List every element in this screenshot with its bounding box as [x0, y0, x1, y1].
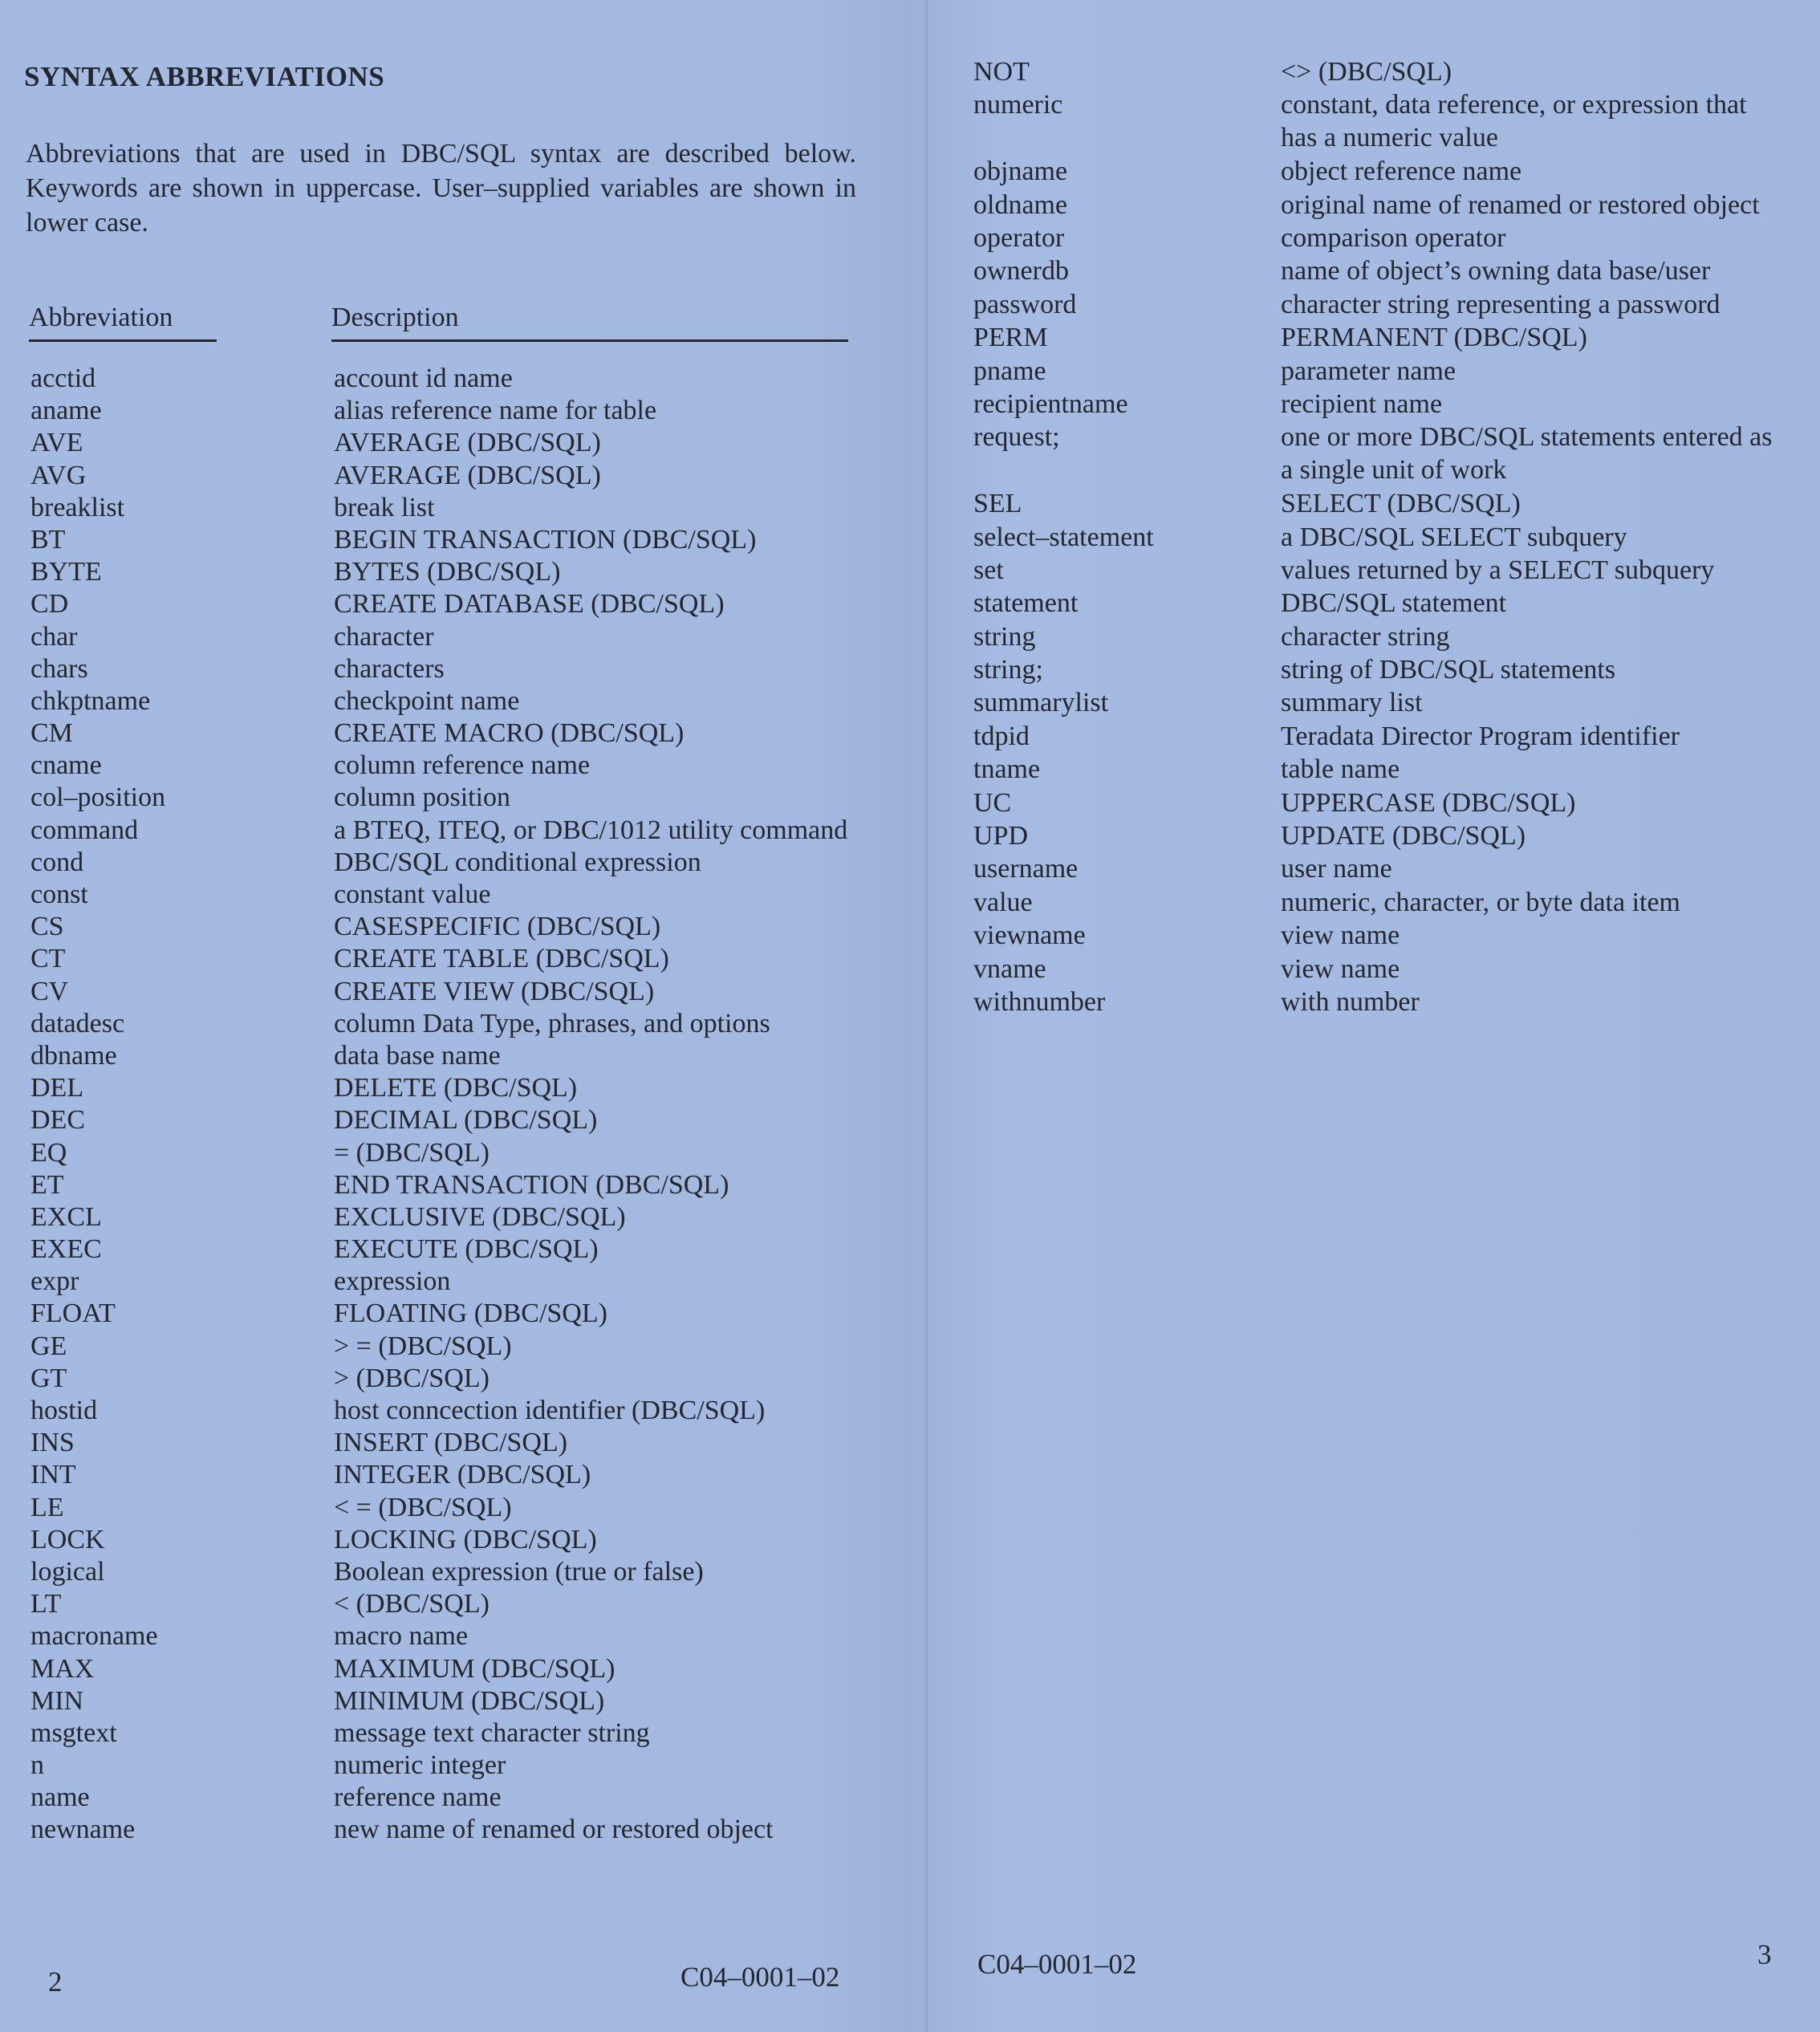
abbreviation-description: DBC/SQL statement: [1281, 588, 1507, 619]
abbreviation-description: comparison operator: [1281, 222, 1506, 253]
abbreviation-description: Teradata Director Program identifier: [1281, 721, 1680, 751]
abbreviation-term: objname: [973, 156, 1068, 187]
abbreviation-description: constant value: [334, 880, 491, 909]
abbreviation-description: with number: [1281, 986, 1420, 1017]
abbreviation-term: hostid: [30, 1396, 98, 1425]
abbreviation-row: [0, 1169, 924, 1201]
abbreviation-description: character: [334, 621, 434, 652]
abbreviation-row: [0, 621, 924, 653]
abbreviation-row: [0, 782, 924, 814]
abbreviation-description: MAXIMUM (DBC/SQL): [334, 1653, 615, 1684]
abbreviation-term: INT: [30, 1460, 76, 1490]
abbreviation-description: > (DBC/SQL): [334, 1363, 490, 1393]
abbreviation-term: set: [973, 555, 1004, 585]
abbreviation-description: user name: [1281, 854, 1392, 884]
abbreviation-term: SEL: [973, 489, 1022, 519]
abbreviation-term: pname: [973, 356, 1046, 386]
abbreviation-term: AVG: [30, 460, 87, 490]
abbreviation-term: expr: [30, 1266, 79, 1297]
abbreviation-description: UPDATE (DBC/SQL): [1281, 821, 1526, 851]
abbreviation-row: [0, 427, 924, 459]
abbreviation-term: ownerdb: [973, 256, 1069, 287]
abbreviation-row: [929, 587, 1820, 620]
abbreviation-term: UPD: [973, 821, 1029, 851]
abbreviation-row: [0, 1653, 924, 1685]
abbreviation-description: SELECT (DBC/SQL): [1281, 489, 1521, 519]
abbreviation-term: summarylist: [973, 688, 1109, 718]
abbreviation-term: chars: [30, 653, 88, 684]
abbreviation-description: numeric integer: [334, 1750, 506, 1781]
abbreviation-row: [0, 588, 924, 620]
abbreviation-row: [0, 1331, 924, 1363]
abbreviation-term: cond: [30, 847, 84, 877]
abbreviation-term: EQ: [30, 1137, 67, 1168]
abbreviation-description: alias reference name for table: [334, 396, 657, 426]
abbreviation-description: DBC/SQL conditional expression: [334, 847, 701, 877]
abbreviation-term: macroname: [30, 1621, 158, 1652]
abbreviation-term: CT: [30, 944, 66, 974]
abbreviation-row: [0, 1395, 924, 1427]
abbreviation-description: EXECUTE (DBC/SQL): [334, 1234, 599, 1265]
abbreviation-description: message text character string: [334, 1717, 650, 1748]
abbreviation-row: [0, 750, 924, 782]
abbreviation-term: EXEC: [30, 1234, 102, 1265]
abbreviation-term: operator: [973, 222, 1065, 253]
abbreviation-row: [0, 524, 924, 556]
abbreviation-row: [0, 1201, 924, 1233]
abbreviation-row: [0, 1524, 924, 1556]
abbreviation-description: DELETE (DBC/SQL): [334, 1073, 578, 1103]
abbreviation-row: [0, 1782, 924, 1814]
abbreviation-term: username: [973, 854, 1079, 884]
abbreviation-row: [0, 1814, 924, 1846]
abbreviation-term: logical: [30, 1556, 105, 1587]
abbreviation-row: [929, 356, 1820, 388]
abbreviation-row: [0, 1008, 924, 1040]
abbreviation-description: INSERT (DBC/SQL): [334, 1428, 568, 1458]
abbreviation-term: tname: [973, 754, 1041, 785]
abbreviation-row: [0, 847, 924, 879]
abbreviation-term: CV: [30, 976, 69, 1006]
abbreviation-row: [0, 460, 924, 492]
section-heading: SYNTAX ABBREVIATIONS: [24, 61, 385, 92]
abbreviation-row: [0, 653, 924, 685]
abbreviation-term: dbname: [30, 1040, 117, 1071]
abbreviation-description: CREATE VIEW (DBC/SQL): [334, 976, 655, 1006]
abbreviation-description: = (DBC/SQL): [334, 1137, 490, 1168]
abbreviation-description: DECIMAL (DBC/SQL): [334, 1105, 598, 1136]
abbreviation-row: [0, 1588, 924, 1620]
abbreviation-term: MAX: [30, 1653, 95, 1684]
abbreviation-row: [929, 289, 1820, 322]
abbreviation-row: [0, 717, 924, 750]
abbreviation-description: recipient name: [1281, 388, 1443, 419]
abbreviation-term: string: [973, 621, 1036, 652]
abbreviation-description: FLOATING (DBC/SQL): [334, 1298, 607, 1329]
abbreviation-term: EXCL: [30, 1201, 102, 1232]
abbreviation-row: [929, 388, 1820, 421]
abbreviation-term: chkptname: [30, 685, 151, 716]
abbreviation-description: < (DBC/SQL): [334, 1589, 490, 1620]
abbreviation-row: [0, 1427, 924, 1459]
abbreviation-term: acctid: [30, 364, 96, 393]
abbreviation-description: BYTES (DBC/SQL): [334, 557, 561, 587]
abbreviation-description: numeric, character, or byte data item: [1281, 887, 1680, 917]
abbreviation-description: CREATE DATABASE (DBC/SQL): [334, 589, 725, 620]
abbreviation-description: original name of renamed or restored object: [1281, 189, 1760, 220]
abbreviation-term: vname: [973, 953, 1046, 984]
abbreviation-description: CREATE MACRO (DBC/SQL): [334, 718, 685, 749]
abbreviation-description: account id name: [334, 364, 513, 393]
abbreviation-description: summary list: [1281, 688, 1423, 718]
abbreviation-term: msgtext: [30, 1717, 117, 1748]
abbreviation-description-continued: has a numeric value: [1281, 123, 1498, 153]
abbreviation-row: [929, 156, 1820, 189]
abbreviation-description: expression: [334, 1266, 451, 1297]
abbreviation-term: UC: [973, 787, 1012, 818]
abbreviation-term: DEL: [30, 1073, 84, 1103]
abbreviation-description: > = (DBC/SQL): [334, 1331, 512, 1361]
abbreviation-description: view name: [1281, 920, 1400, 951]
abbreviation-row: [0, 1685, 924, 1717]
abbreviation-row: [0, 1459, 924, 1491]
abbreviation-description: <> (DBC/SQL): [1281, 57, 1452, 87]
abbreviation-row: [0, 1750, 924, 1782]
abbreviation-description: BEGIN TRANSACTION (DBC/SQL): [334, 524, 757, 555]
abbreviation-row: [0, 363, 924, 395]
abbreviation-description: character string representing a password: [1281, 289, 1720, 319]
abbreviation-description: column position: [334, 782, 511, 813]
abbreviation-description: host conncection identifier (DBC/SQL): [334, 1396, 766, 1425]
abbreviation-description: character string: [1281, 621, 1450, 652]
abbreviation-description: break list: [334, 492, 435, 522]
intro-paragraph: Abbreviations that are used in DBC/SQL syntax are described below. Keywords are shown in uppercase. User–supplied variables are shown in lower case.: [26, 139, 856, 238]
abbreviation-description: < = (DBC/SQL): [334, 1492, 512, 1522]
abbreviation-row: [0, 1104, 924, 1136]
abbreviation-term: INS: [30, 1428, 75, 1458]
abbreviation-description: AVERAGE (DBC/SQL): [334, 460, 601, 490]
abbreviation-term: CM: [30, 718, 73, 749]
abbreviation-row: [0, 1717, 924, 1750]
right-page: [929, 0, 1820, 2032]
abbreviation-row: [0, 395, 924, 427]
document-code: C04–0001–02: [977, 1949, 1137, 1980]
abbreviation-row: [929, 953, 1820, 986]
abbreviation-row: [0, 1492, 924, 1524]
abbreviation-term: newname: [30, 1815, 136, 1845]
abbreviation-description: EXCLUSIVE (DBC/SQL): [334, 1201, 626, 1232]
abbreviation-term: password: [973, 289, 1077, 319]
abbreviation-row: [929, 687, 1820, 720]
abbreviation-term: LT: [30, 1589, 62, 1620]
abbreviation-term: col–position: [30, 782, 166, 813]
abbreviation-row: [929, 820, 1820, 853]
abbreviation-description: data base name: [334, 1040, 501, 1071]
abbreviation-row: [0, 1266, 924, 1298]
abbreviation-term: BT: [30, 524, 66, 555]
abbreviation-description: characters: [334, 653, 445, 684]
abbreviation-description: MINIMUM (DBC/SQL): [334, 1685, 605, 1716]
abbreviation-term: viewname: [973, 920, 1086, 951]
abbreviation-description: new name of renamed or restored object: [334, 1815, 774, 1845]
abbreviation-term: GT: [30, 1363, 67, 1393]
abbreviation-term: ET: [30, 1169, 64, 1200]
abbreviation-row: [929, 621, 1820, 654]
abbreviation-term: LE: [30, 1492, 64, 1522]
abbreviation-description: column reference name: [334, 750, 591, 781]
abbreviation-description: INTEGER (DBC/SQL): [334, 1460, 591, 1490]
abbreviation-term: datadesc: [30, 1008, 125, 1038]
abbreviation-description: parameter name: [1281, 356, 1456, 386]
abbreviation-term: FLOAT: [30, 1298, 116, 1329]
abbreviation-term: string;: [973, 655, 1043, 685]
abbreviation-row: [0, 1072, 924, 1104]
abbreviation-term: recipientname: [973, 388, 1128, 419]
abbreviation-row: [0, 492, 924, 524]
abbreviation-description: checkpoint name: [334, 685, 520, 716]
abbreviation-description: view name: [1281, 953, 1400, 984]
abbreviation-term: cname: [30, 750, 102, 781]
abbreviation-description: Boolean expression (true or false): [334, 1556, 704, 1587]
abbreviation-description: object reference name: [1281, 156, 1522, 187]
abbreviation-term: command: [30, 815, 139, 845]
abbreviation-description: string of DBC/SQL statements: [1281, 655, 1616, 685]
abbreviation-term: NOT: [973, 57, 1030, 87]
abbreviation-term: select–statement: [973, 522, 1154, 552]
abbreviation-row: [929, 255, 1820, 288]
abbreviation-row: [0, 685, 924, 717]
abbreviation-row: [929, 986, 1820, 1019]
abbreviation-row: [0, 1556, 924, 1588]
abbreviation-term: const: [30, 880, 88, 909]
abbreviation-term: withnumber: [973, 986, 1106, 1017]
abbreviation-term: n: [30, 1750, 44, 1781]
abbreviation-description: UPPERCASE (DBC/SQL): [1281, 787, 1576, 818]
abbreviation-term: BYTE: [30, 557, 102, 587]
abbreviation-term: request;: [973, 422, 1060, 453]
abbreviation-row: [929, 853, 1820, 886]
abbreviation-description: a BTEQ, ITEQ, or DBC/1012 utility command: [334, 815, 848, 845]
abbreviation-row: [0, 943, 924, 975]
abbreviation-row: [0, 1040, 924, 1072]
abbreviation-row: [0, 1620, 924, 1652]
document-code: C04–0001–02: [680, 1961, 840, 1993]
abbreviation-row: [0, 879, 924, 911]
abbreviation-description: name of object’s owning data base/user: [1281, 256, 1711, 287]
abbreviation-row: [929, 222, 1820, 255]
abbreviation-row: [929, 555, 1820, 587]
abbreviation-row: [0, 1363, 924, 1395]
abbreviation-term: tdpid: [973, 721, 1030, 751]
abbreviation-row: [929, 654, 1820, 687]
abbreviation-term: DEC: [30, 1105, 85, 1136]
abbreviation-description: one or more DBC/SQL statements entered as: [1281, 422, 1773, 453]
abbreviation-description: table name: [1281, 754, 1400, 785]
abbreviation-term: name: [30, 1782, 90, 1813]
abbreviation-description: values returned by a SELECT subquery: [1281, 555, 1715, 585]
abbreviation-term: PERM: [973, 323, 1048, 353]
abbreviation-description: END TRANSACTION (DBC/SQL): [334, 1169, 729, 1200]
abbreviation-description: CREATE TABLE (DBC/SQL): [334, 944, 669, 974]
page-number: 2: [48, 1966, 63, 1997]
abbreviation-row: [929, 754, 1820, 786]
abbreviation-term: AVE: [30, 428, 83, 458]
abbreviation-term: char: [30, 621, 78, 652]
abbreviation-row: [929, 887, 1820, 920]
abbreviation-row: [929, 89, 1820, 156]
abbreviation-row: [929, 189, 1820, 222]
abbreviation-row: [0, 815, 924, 847]
abbreviation-description: CASESPECIFIC (DBC/SQL): [334, 912, 661, 942]
abbreviation-row: [0, 911, 924, 943]
abbreviation-row: [0, 556, 924, 588]
abbreviation-row: [0, 1233, 924, 1266]
abbreviation-description: reference name: [334, 1782, 502, 1813]
abbreviation-column-header: Abbreviation: [29, 303, 217, 342]
abbreviation-term: LOCK: [30, 1524, 105, 1554]
abbreviation-row: [929, 322, 1820, 355]
abbreviation-term: oldname: [973, 189, 1068, 220]
abbreviation-description: constant, data reference, or expression that: [1281, 90, 1747, 120]
right-abbreviation-list: [929, 56, 1820, 1019]
abbreviation-description: a DBC/SQL SELECT subquery: [1281, 522, 1627, 552]
abbreviation-description: LOCKING (DBC/SQL): [334, 1524, 597, 1554]
abbreviation-row: [0, 976, 924, 1008]
abbreviation-description: AVERAGE (DBC/SQL): [334, 428, 601, 458]
abbreviation-row: [929, 920, 1820, 953]
abbreviation-term: GE: [30, 1331, 67, 1361]
abbreviation-term: CD: [30, 589, 69, 620]
abbreviation-row: [929, 721, 1820, 754]
abbreviation-term: statement: [973, 588, 1079, 619]
description-column-header: Description: [331, 303, 848, 342]
left-abbreviation-list: [0, 363, 924, 1847]
abbreviation-term: numeric: [973, 90, 1063, 120]
abbreviation-term: value: [973, 887, 1033, 917]
abbreviation-row: [929, 56, 1820, 89]
abbreviation-term: breaklist: [30, 492, 125, 522]
abbreviation-term: CS: [30, 912, 64, 942]
page-number: 3: [1757, 1939, 1772, 1970]
abbreviation-description: macro name: [334, 1621, 469, 1652]
abbreviation-description-continued: a single unit of work: [1281, 455, 1507, 486]
abbreviation-description: column Data Type, phrases, and options: [334, 1008, 770, 1038]
abbreviation-row: [0, 1298, 924, 1330]
abbreviation-row: [929, 421, 1820, 488]
abbreviation-term: aname: [30, 396, 102, 426]
abbreviation-description: PERMANENT (DBC/SQL): [1281, 323, 1587, 353]
abbreviation-row: [929, 787, 1820, 820]
abbreviation-term: MIN: [30, 1685, 84, 1716]
abbreviation-row: [0, 1137, 924, 1169]
abbreviation-row: [929, 522, 1820, 555]
abbreviation-row: [929, 488, 1820, 521]
